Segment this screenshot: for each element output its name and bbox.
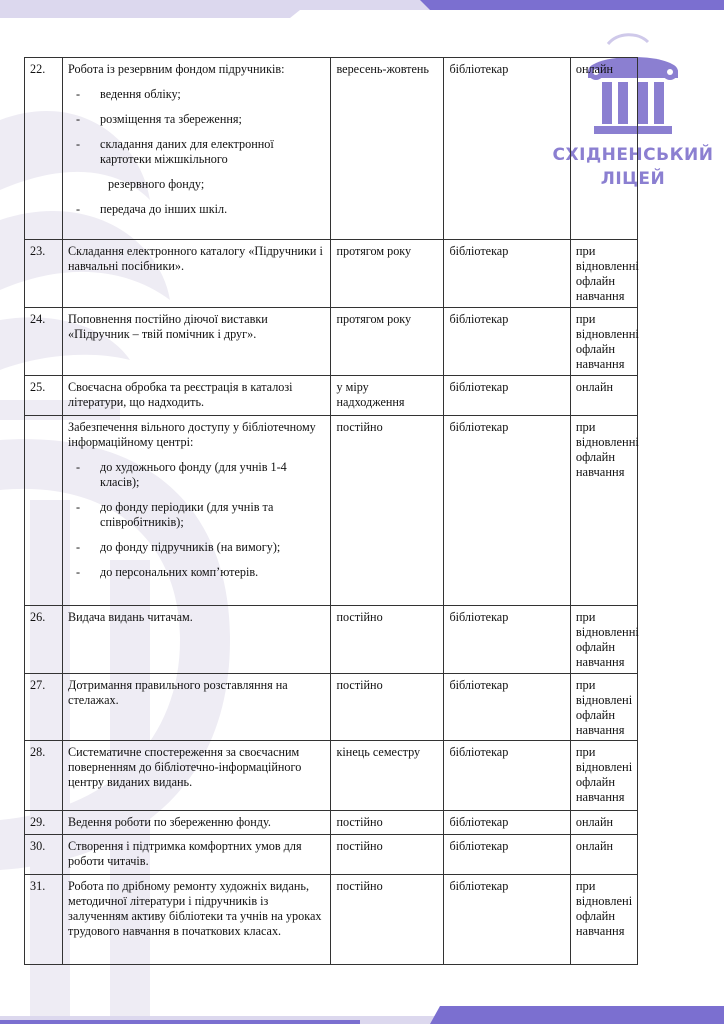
list-item: - складання даних для електронної картотеки міжшкільного [68, 137, 325, 167]
list-item: - передача до інших шкіл. [68, 202, 325, 217]
activity-cell: Видача видань читачам. [63, 606, 331, 674]
form-cell: при відновленні офлайн навчання [570, 240, 637, 308]
responsible-cell: бібліотекар [444, 875, 570, 965]
row-number [25, 416, 63, 606]
list-item: - до художнього фонду (для учнів 1-4 класів); [68, 460, 325, 490]
table-row [25, 240, 638, 308]
table-row [25, 606, 638, 674]
term-cell: протягом року [331, 308, 444, 376]
responsible-cell: бібліотекар [444, 416, 570, 606]
responsible-cell: бібліотекар [444, 308, 570, 376]
table-row [25, 811, 638, 835]
activity-cell: Своєчасна обробка та реєстрація в каталозі літератури, що надходить. [63, 376, 331, 416]
responsible-cell: бібліотекар [444, 606, 570, 674]
list-item: - до персональних комп’ютерів. [68, 565, 325, 580]
form-cell: при відновленні офлайн навчання [570, 308, 637, 376]
term-cell: постійно [331, 674, 444, 741]
term-cell: протягом року [331, 240, 444, 308]
activity-cell: Систематичне спостереження за своєчасним поверненням до бібліотечно-інформаційного центру виданих видань. [63, 741, 331, 811]
activity-sublist [68, 202, 325, 217]
term-cell: постійно [331, 875, 444, 965]
activity-cell [63, 58, 331, 240]
table-row [25, 308, 638, 376]
table-row [25, 835, 638, 875]
form-cell: при відновлені офлайн навчання [570, 875, 637, 965]
table-row [25, 58, 638, 240]
responsible-cell: бібліотекар [444, 58, 570, 240]
form-cell: онлайн [570, 376, 637, 416]
form-cell: при відновленні офлайн навчання [570, 416, 637, 606]
list-item: - до фонду періодики (для учнів та співробітників); [68, 500, 325, 530]
activity-text: Забезпечення вільного доступу у бібліотечному інформаційному центрі: [68, 420, 316, 449]
activity-text: Робота із резервним фондом підручників: [68, 62, 285, 76]
activity-cell: Поповнення постійно діючої виставки «Підручник – твій помічник і друг». [63, 308, 331, 376]
row-number: 26. [25, 606, 63, 674]
activity-cell: Ведення роботи по збереженню фонду. [63, 811, 331, 835]
row-number: 28. [25, 741, 63, 811]
activity-cell: Складання електронного каталогу «Підручники і навчальні посібники». [63, 240, 331, 308]
row-number: 29. [25, 811, 63, 835]
table-row [25, 416, 638, 606]
responsible-cell: бібліотекар [444, 811, 570, 835]
table-row [25, 674, 638, 741]
form-cell: онлайн [570, 835, 637, 875]
row-number: 24. [25, 308, 63, 376]
responsible-cell: бібліотекар [444, 835, 570, 875]
term-cell: у міру надходження [331, 376, 444, 416]
form-cell: онлайн [570, 811, 637, 835]
row-number: 27. [25, 674, 63, 741]
list-item: - розміщення та збереження; [68, 112, 325, 127]
logo-subtitle: ЛІЦЕЙ [600, 169, 666, 189]
form-cell: онлайн [570, 58, 637, 240]
row-number: 22. [25, 58, 63, 240]
activity-cell: Створення і підтримка комфортних умов для роботи читачів. [63, 835, 331, 875]
bottom-decorative-band [0, 984, 724, 1024]
activity-cell: Дотримання правильного розставляння на стелажах. [63, 674, 331, 741]
responsible-cell: бібліотекар [444, 240, 570, 308]
top-decorative-band [0, 0, 724, 18]
term-cell: вересень-жовтень [331, 58, 444, 240]
list-item-continuation: резервного фонду; [108, 177, 205, 191]
term-cell: постійно [331, 835, 444, 875]
activity-cell [63, 416, 331, 606]
logo-title: СХІДНЕНСЬКИЙ [552, 145, 714, 165]
row-number: 30. [25, 835, 63, 875]
row-number: 23. [25, 240, 63, 308]
work-plan-table [24, 57, 638, 965]
term-cell: постійно [331, 606, 444, 674]
term-cell: постійно [331, 811, 444, 835]
term-cell: постійно [331, 416, 444, 606]
responsible-cell: бібліотекар [444, 674, 570, 741]
row-number: 25. [25, 376, 63, 416]
form-cell: при відновленні офлайн навчання [570, 606, 637, 674]
table-row [25, 376, 638, 416]
responsible-cell: бібліотекар [444, 741, 570, 811]
activity-sublist [68, 460, 325, 580]
responsible-cell: бібліотекар [444, 376, 570, 416]
list-item: - до фонду підручників (на вимогу); [68, 540, 325, 555]
form-cell: при відновлені офлайн навчання [570, 674, 637, 741]
form-cell: при відновлені офлайн навчання [570, 741, 637, 811]
row-number: 31. [25, 875, 63, 965]
activity-cell: Робота по дрібному ремонту художніх видань, методичної літератури і підручників із залученням активу бібліотеки та учнів на уроках трудового навчання в початкових класах. [63, 875, 331, 965]
table-row [25, 741, 638, 811]
table-row [25, 875, 638, 965]
list-item: - ведення обліку; [68, 87, 325, 102]
term-cell: кінець семестру [331, 741, 444, 811]
activity-sublist [68, 87, 325, 167]
